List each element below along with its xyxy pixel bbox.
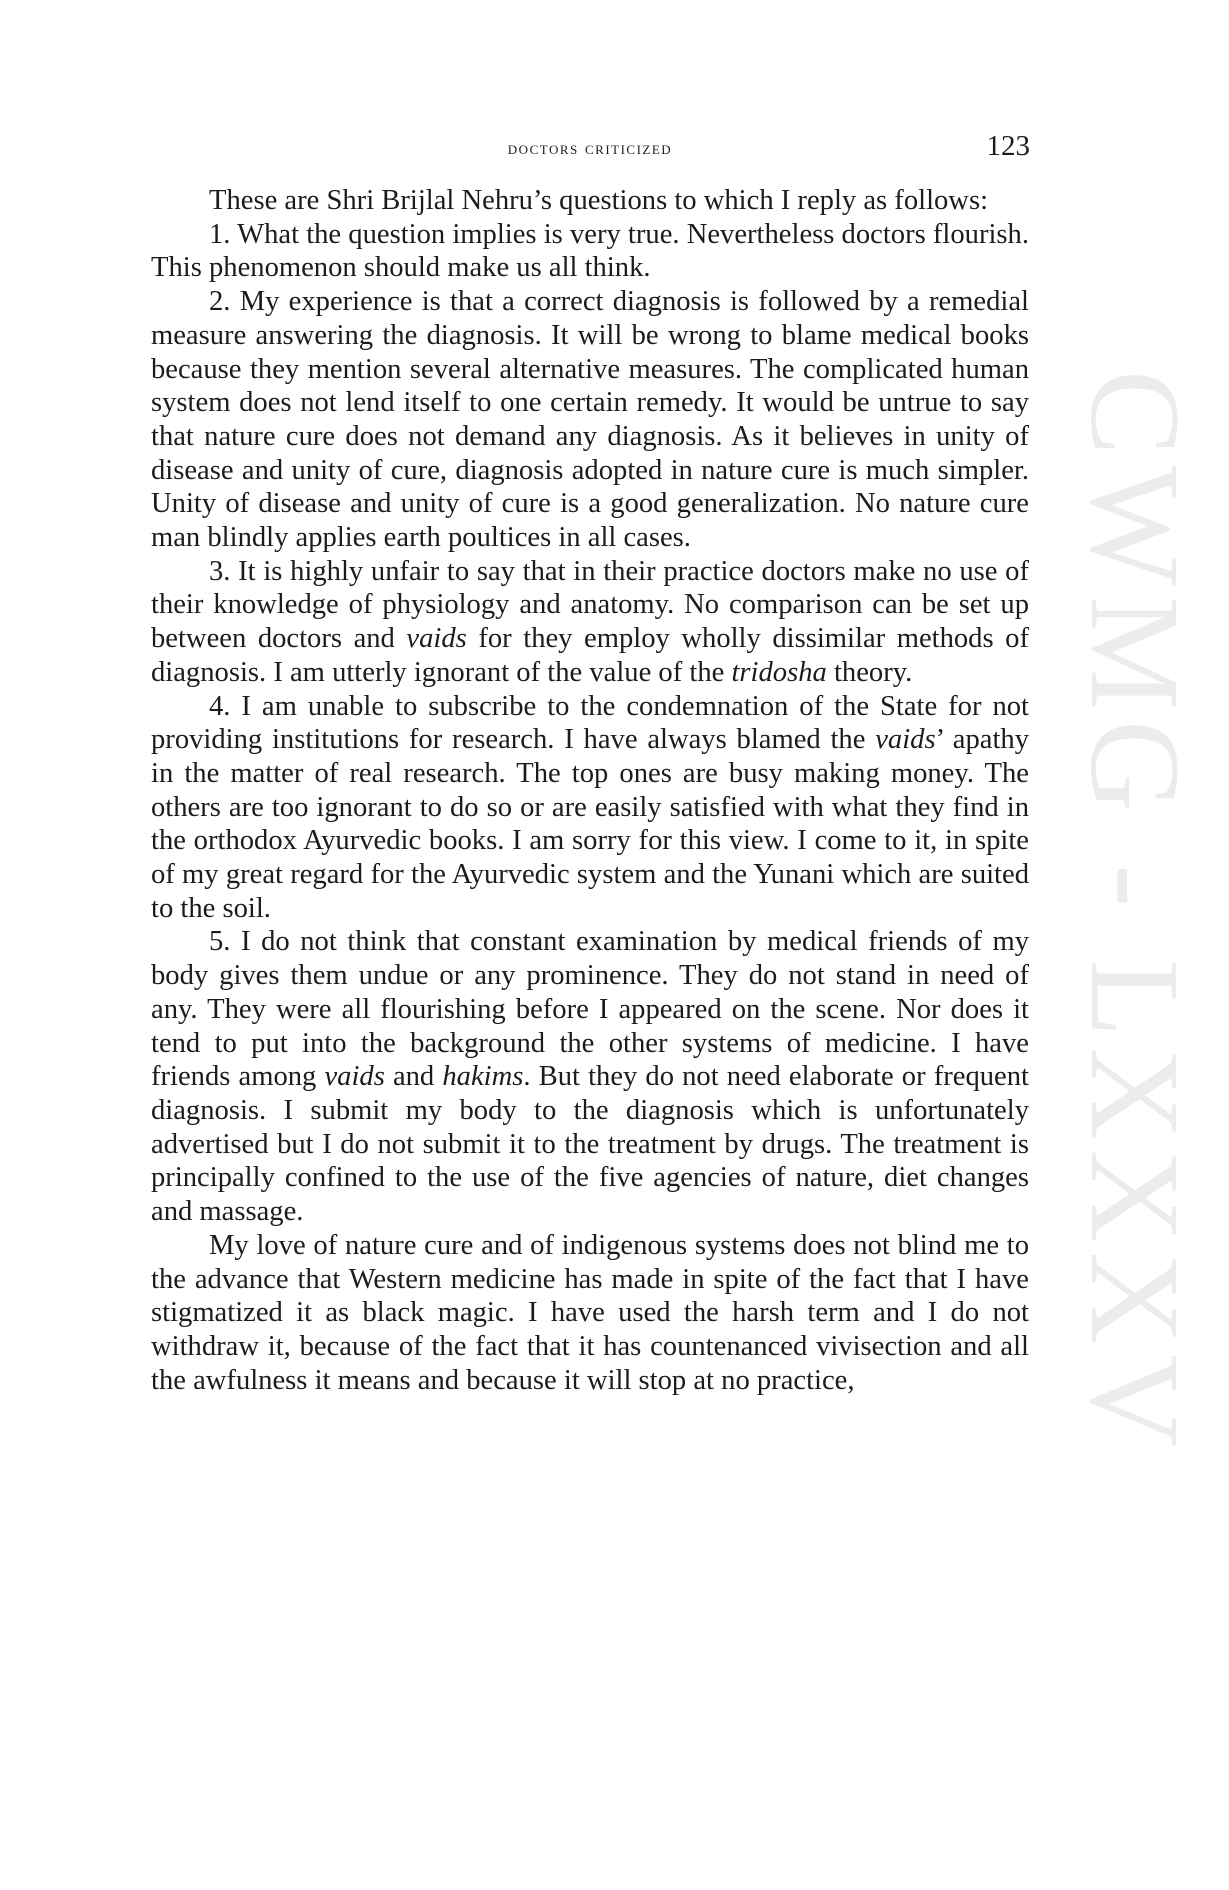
italic-term: vaids <box>324 1061 385 1093</box>
italic-term: hakims <box>442 1061 524 1093</box>
page-number: 123 <box>986 130 1030 162</box>
watermark <box>1060 370 1220 1530</box>
text-run: for they employ wholly dissimilar methods of diagnosis. I am utterly ignorant of the value of the <box>151 623 1029 688</box>
running-head <box>150 130 1030 170</box>
paragraph-point-4 <box>151 690 1029 926</box>
text-run: . But they do not need elaborate or frequent diagnosis. I submit my body to the diagnosis which is unfortunately advertised but I do not submit it to the treatment by drugs. The treatment is principally confined to the use of the five agencies of nature, diet changes and massage. <box>151 1061 1029 1228</box>
text-run: These are Shri Brijlal Nehru’s questions to which I reply as follows: <box>209 185 989 216</box>
text-run: and <box>384 1061 443 1093</box>
italic-term: vaids <box>406 623 467 655</box>
running-title: doctors criticized <box>507 138 673 159</box>
text-run: 1. What the question implies is very true. Nevertheless doctors flourish. This phenomenon should make us all think. <box>151 218 1029 284</box>
text-run: 3. It is highly unfair to say that in their practice doctors make no use of their knowledge of physiology and anatomy. No comparison can be set up between doctors and <box>151 555 1029 655</box>
italic-term: tridosha <box>731 656 827 688</box>
watermark-text: CWMG - LXXXV <box>1064 370 1206 1457</box>
body-text <box>151 184 1029 1397</box>
italic-term: vaids <box>875 724 936 756</box>
paragraph-point-2 <box>151 285 1029 555</box>
text-run: 4. I am unable to subscribe to the condemnation of the State for not providing institutions for research. I have always blamed the <box>151 690 1029 756</box>
text-run: 5. I do not think that constant examination by medical friends of my body gives them undue or any prominence. They do not stand in need of any. They were all flourishing before I appeared on the scene. Nor does it tend to put into the background the other systems of medicine. I have friends among <box>151 926 1029 1093</box>
paragraph-point-3 <box>151 555 1029 690</box>
paragraph-intro <box>151 184 1029 218</box>
paragraph-conclusion <box>151 1229 1029 1398</box>
text-run: theory. <box>826 656 913 688</box>
paragraph-point-1 <box>151 218 1029 285</box>
text-run: 2. My experience is that a correct diagnosis is followed by a remedial measure answering the diagnosis. It will be wrong to blame medical books because they mention several alternative measures. The complicated human system does not lend itself to one certain remedy. It would be untrue to say that nature cure does not demand any diagnosis. As it believes in unity of disease and unity of cure, diagnosis adopted in nature cure is much simpler. Unity of disease and unity of cure is a good generalization. No nature cure man blindly applies earth poultices in all cases. <box>151 286 1029 554</box>
text-run: My love of nature cure and of indigenous systems does not blind me to the advance that Western medicine has made in spite of the fact that I have stigmatized it as black magic. I have used the harsh term and I do not withdraw it, because of the fact that it has countenanced vivisection and all the awfulness it means and because it will stop at no practice, <box>151 1229 1029 1396</box>
paragraph-point-5 <box>151 925 1029 1228</box>
text-run: ’ apathy in the matter of real research. The top ones are busy making money. The others are too ignorant to do so or are easily satisfied with what they find in the orthodox Ayurvedic books. I am sorry for this view. I come to it, in spite of my great regard for the Ayurvedic system and the Yunani which are suited to the soil. <box>151 724 1029 924</box>
